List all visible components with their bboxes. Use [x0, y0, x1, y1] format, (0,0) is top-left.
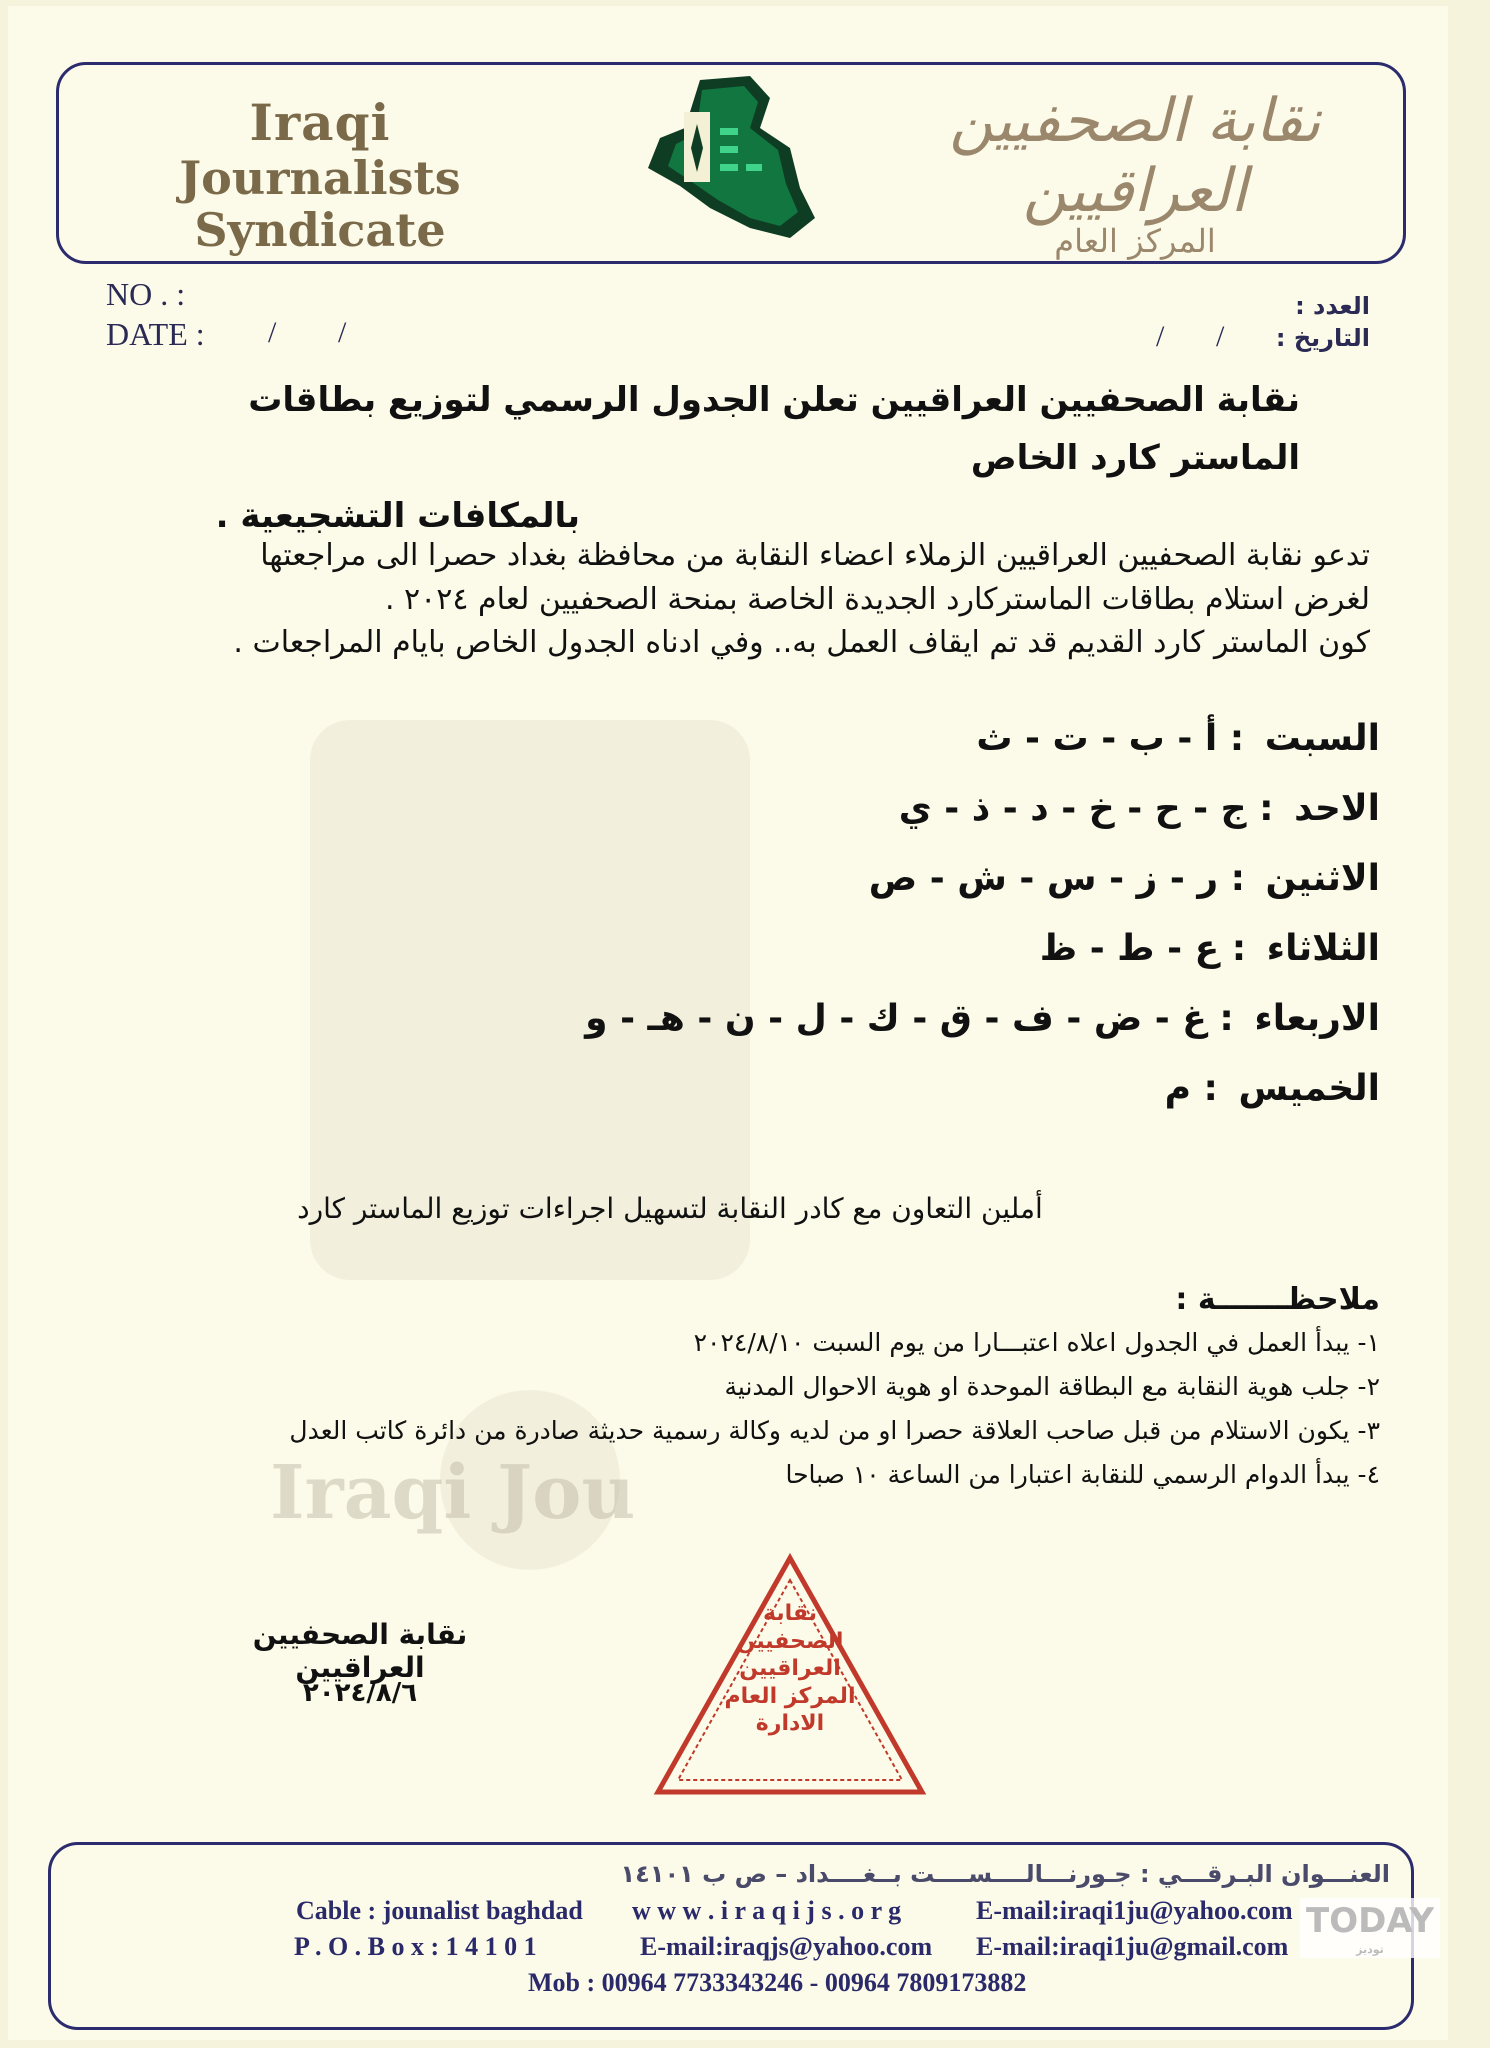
title-line2: بالمكافات التشجيعية . [215, 495, 580, 536]
footer-email-3: E-mail:iraqi1ju@gmail.com [976, 1932, 1289, 1961]
note-item: ٢- جلب هوية النقابة مع البطاقة الموحدة او هوية الاحوال المدنية [724, 1372, 1380, 1401]
logo-arabic [910, 86, 1360, 260]
footer-email-1: E-mail:iraqi1ju@yahoo.com [976, 1896, 1293, 1925]
footer-mobile: Mob : 00964 7733343246 - 00964 7809173882 [528, 1968, 1027, 1997]
iraq-map-logo-icon [640, 68, 820, 248]
date-ar-slash-2: / [1216, 320, 1225, 353]
schedule-sep: : [1203, 1068, 1218, 1109]
schedule-row [976, 718, 1380, 759]
stamp-line1: نقابة [763, 1601, 817, 1626]
date-slash-2: / [338, 316, 347, 349]
notes-heading: ملاحظـــــــة : [1175, 1282, 1380, 1317]
schedule-row [869, 858, 1380, 899]
date-ar-slash-1: / [1156, 320, 1165, 353]
intro-line3: كون الماستر كارد القديم قد تم ايقاف العمل به.. وفي ادناه الجدول الخاص بايام المراجعات . [233, 625, 1370, 660]
intro-paragraph [60, 534, 1370, 665]
intro-line1: تدعو نقابة الصحفيين العراقيين الزملاء اعضاء النقابة من محافظة بغداد حصرا الى مراجعتها [260, 538, 1370, 573]
schedule-sep: : [1230, 858, 1245, 899]
logo-english [100, 94, 540, 257]
badge-text: TODAY [1306, 1901, 1434, 1941]
schedule-day: الخميس [1238, 1068, 1380, 1109]
watermark-text: Iraqi Jou [270, 1450, 636, 1536]
schedule-row [1040, 928, 1380, 969]
schedule-sep: : [1219, 998, 1234, 1039]
schedule-day: الاحد [1294, 788, 1380, 829]
stamp-line4: المركز العام [724, 1683, 856, 1709]
logo-en-line2: Journalists Syndicate [179, 150, 461, 258]
footer-email-2: E-mail:iraqjs@yahoo.com [640, 1932, 933, 1961]
schedule-letters: ج - ح - خ - د - ذ - ي [898, 788, 1247, 829]
date-label: DATE : [106, 316, 205, 352]
footer-cable: Cable : jounalist baghdad [296, 1896, 583, 1925]
signature-date: ٢٠٢٤/٨/٦ [302, 1678, 418, 1708]
intro-line2: لغرض استلام بطاقات الماستركارد الجديدة الخاصة بمنحة الصحفيين لعام ٢٠٢٤ . [384, 581, 1370, 617]
title-line1: نقابة الصحفيين العراقيين تعلن الجدول الرسمي لتوزيع بطاقات الماستر كارد الخاص [248, 380, 1300, 478]
logo-en-line1: Iraqi [249, 93, 391, 152]
schedule-day: الاثنين [1265, 858, 1380, 899]
schedule-sep: : [1259, 788, 1274, 829]
schedule-letters: غ - ض - ف - ق - ك - ل - ن - هـ - و [585, 998, 1207, 1039]
stamp-line2: الصحفيين [736, 1628, 844, 1654]
schedule-day: الثلاثاء [1266, 928, 1380, 969]
note-item: ١- يبدأ العمل في الجدول اعلاه اعتبـــارا من يوم السبت ٢٠٢٤/٨/١٠ [693, 1328, 1380, 1357]
closing-line: أملين التعاون مع كادر النقابة لتسهيل اجراءات توزيع الماستر كارد [297, 1192, 1043, 1225]
logo-ar-line2: المركز العام [1054, 222, 1216, 260]
schedule-row [585, 998, 1380, 1039]
schedule-letters: م [1164, 1068, 1191, 1109]
stamp-line3: العراقيين [739, 1656, 841, 1681]
schedule-letters: أ - ب - ت - ث [976, 718, 1218, 759]
date-label-ar: التاريخ : [1275, 324, 1370, 352]
stamp-line5: الادارة [755, 1711, 825, 1736]
schedule-letters: ر - ز - س - ش - ص [868, 858, 1219, 899]
signature-name: نقابة الصحفيين العراقيين [252, 1618, 468, 1684]
footer-address-ar: العنـــوان البـرقـــي : جـورنـــالــــســــت بــغــــداد – ص ب ١٤١٠١ [620, 1860, 1390, 1888]
schedule-row [1165, 1068, 1380, 1109]
footer-pobox: P . O . B o x : 1 4 1 0 1 [294, 1932, 537, 1961]
schedule-sep: : [1229, 718, 1245, 759]
date-slash-1: / [268, 316, 277, 349]
schedule-row [899, 788, 1380, 829]
today-watermark-badge [1300, 1898, 1440, 1958]
stamp-text [690, 1600, 890, 1738]
no-label: NO . : [106, 276, 186, 312]
note-item: ٣- يكون الاستلام من قبل صاحب العلاقة حصرا او من لديه وكالة رسمية حديثة صادرة من دائرة كاتب العدل [289, 1416, 1380, 1445]
announcement-title [120, 372, 1300, 545]
logo-ar-line1: نقابة الصحفيين العراقيين [949, 86, 1321, 226]
footer-website: w w w . i r a q i j s . o r g [632, 1896, 902, 1925]
note-item: ٤- يبدأ الدوام الرسمي للنقابة اعتبارا من الساعة ١٠ صباحا [785, 1460, 1380, 1489]
number-label-ar: العدد : [1295, 292, 1370, 320]
schedule-letters: ع - ط - ظ [1039, 928, 1220, 969]
badge-sub: توديز [1356, 1943, 1384, 1956]
schedule-sep: : [1231, 928, 1247, 969]
schedule-day: الاربعاء [1254, 998, 1380, 1039]
schedule-day: السبت [1264, 718, 1380, 759]
